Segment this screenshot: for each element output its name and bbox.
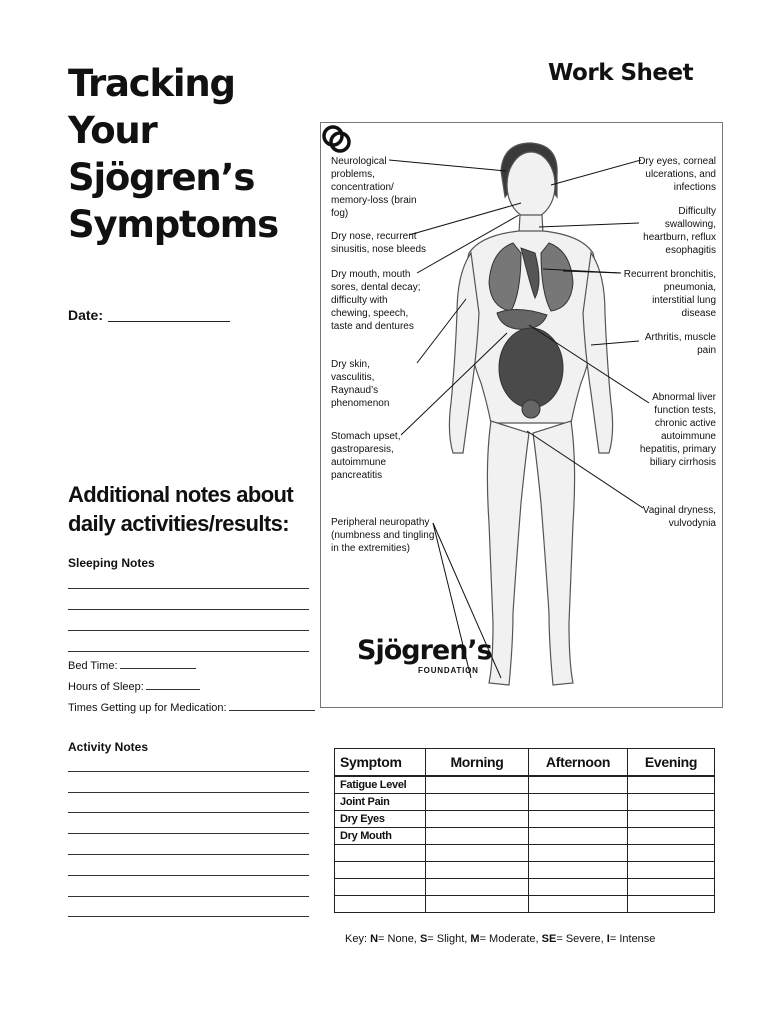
title-line-3: Sjögren’s (68, 156, 255, 199)
foundation-logo-icon (321, 123, 353, 155)
date-field[interactable] (108, 321, 230, 322)
column-header-afternoon: Afternoon (529, 749, 628, 777)
key-n: N (370, 933, 379, 945)
activity-notes-label: Activity Notes (68, 740, 149, 754)
activity-notes-line[interactable] (68, 916, 309, 917)
table-row (335, 862, 715, 879)
morning-rating-cell[interactable] (426, 811, 529, 828)
bed-time-field[interactable] (68, 660, 196, 672)
evening-rating-cell[interactable] (628, 811, 715, 828)
callout-neuropathy: Peripheral neuropathy (numbness and tingling in the extremities) (331, 517, 435, 554)
morning-rating-cell[interactable] (426, 828, 529, 845)
evening-rating-cell[interactable] (628, 776, 715, 794)
symptom-name-cell (335, 845, 426, 862)
afternoon-rating-cell[interactable] (529, 896, 628, 913)
callout-lung: Recurrent bronchitis, pneumonia, interstitial lung disease (623, 269, 716, 319)
afternoon-rating-cell[interactable] (529, 776, 628, 794)
morning-rating-cell[interactable] (426, 845, 529, 862)
evening-rating-cell[interactable] (628, 862, 715, 879)
times-up-underline[interactable] (229, 709, 315, 711)
hours-of-sleep-field[interactable] (68, 681, 200, 693)
key-m: M (470, 933, 480, 945)
key-s-text: = Slight, (427, 933, 468, 945)
callout-vaginal: Vaginal dryness, vulvodynia (642, 505, 716, 529)
activity-notes-line[interactable] (68, 792, 309, 793)
morning-rating-cell[interactable] (426, 879, 529, 896)
title-line-2: Your (68, 109, 157, 152)
column-header-evening: Evening (628, 749, 715, 777)
key-se: SE (541, 933, 557, 945)
morning-rating-cell[interactable] (426, 862, 529, 879)
key-se-text: = Severe, (556, 933, 604, 945)
logo-name: Sjögren’s (357, 635, 492, 666)
table-row (335, 896, 715, 913)
callout-eyes: Dry eyes, corneal ulcerations, and infections (638, 156, 716, 193)
evening-rating-cell[interactable] (628, 845, 715, 862)
activity-notes-line[interactable] (68, 771, 309, 772)
symptom-name-cell: Fatigue Level (335, 776, 426, 794)
key-s: S (419, 933, 428, 945)
date-label: Date: (68, 307, 104, 323)
afternoon-rating-cell[interactable] (529, 828, 628, 845)
callout-mouth: Dry mouth, mouth sores, dental decay; difficulty with chewing, speech, taste and dentures (331, 269, 421, 332)
symptom-name-cell (335, 879, 426, 896)
hours-of-sleep-underline[interactable] (146, 688, 200, 690)
evening-rating-cell[interactable] (628, 794, 715, 811)
times-up-label: Times Getting up for Medication: (68, 702, 227, 714)
bed-time-underline[interactable] (120, 667, 196, 669)
table-row (335, 794, 715, 811)
morning-rating-cell[interactable] (426, 896, 529, 913)
callout-liver: Abnormal liver function tests, chronic active autoimmune hepatitis, primary biliary cirrhosis (639, 392, 716, 468)
symptom-name-cell (335, 896, 426, 913)
symptom-name-cell: Joint Pain (335, 794, 426, 811)
activity-notes-line[interactable] (68, 854, 309, 855)
table-header-row (335, 749, 715, 777)
worksheet-label: Work Sheet (548, 60, 694, 86)
notes-heading-line-1: Additional notes about (68, 482, 294, 507)
key-i: I (606, 933, 610, 945)
table-row (335, 879, 715, 896)
callout-arthritis: Arthritis, muscle pain (644, 332, 716, 356)
afternoon-rating-cell[interactable] (529, 811, 628, 828)
notes-heading (68, 480, 293, 538)
afternoon-rating-cell[interactable] (529, 794, 628, 811)
morning-rating-cell[interactable] (426, 794, 529, 811)
callout-nose: Dry nose, recurrent sinusitis, nose bleeds (331, 231, 427, 255)
morning-rating-cell[interactable] (426, 776, 529, 794)
evening-rating-cell[interactable] (628, 879, 715, 896)
activity-notes-line[interactable] (68, 812, 309, 813)
activity-notes-line[interactable] (68, 896, 309, 897)
callout-swallowing: Difficulty swallowing, heartburn, reflux esophagitis (643, 206, 716, 256)
title-line-4: Symptoms (68, 203, 278, 246)
callout-skin: Dry skin, vasculitis, Raynaud’s phenomenon (331, 359, 390, 409)
afternoon-rating-cell[interactable] (529, 862, 628, 879)
activity-notes-line[interactable] (68, 833, 309, 834)
activity-notes-line[interactable] (68, 875, 309, 876)
afternoon-rating-cell[interactable] (529, 845, 628, 862)
logo-subtitle: FOUNDATION (418, 666, 479, 675)
symptom-name-cell: Dry Mouth (335, 828, 426, 845)
sleeping-notes-line[interactable] (68, 609, 309, 610)
key-m-text: = Moderate, (479, 933, 539, 945)
afternoon-rating-cell[interactable] (529, 879, 628, 896)
table-row (335, 828, 715, 845)
sleeping-notes-line[interactable] (68, 651, 309, 652)
callout-neurological: Neurological problems, concentration/ memory-loss (brain fog) (331, 156, 417, 219)
table-row (335, 811, 715, 828)
column-header-symptom: Symptom (335, 749, 426, 777)
key-prefix: Key: (345, 933, 368, 945)
page-title (68, 60, 308, 248)
symptom-table (334, 748, 715, 913)
key-i-text: = Intense (609, 933, 656, 945)
title-line-1: Tracking (68, 62, 235, 105)
notes-heading-line-2: daily activities/results: (68, 511, 289, 536)
sleeping-notes-line[interactable] (68, 588, 309, 589)
bed-time-label: Bed Time: (68, 660, 118, 672)
body-diagram (320, 122, 723, 708)
sleeping-notes-label: Sleeping Notes (68, 556, 155, 570)
column-header-morning: Morning (426, 749, 529, 777)
key-n-text: = None, (378, 933, 417, 945)
symptom-name-cell (335, 862, 426, 879)
symptom-name-cell: Dry Eyes (335, 811, 426, 828)
rating-key (345, 933, 655, 945)
sleeping-notes-line[interactable] (68, 630, 309, 631)
hours-of-sleep-label: Hours of Sleep: (68, 681, 144, 693)
times-up-field[interactable] (68, 702, 315, 714)
table-row (335, 845, 715, 862)
table-row (335, 776, 715, 794)
evening-rating-cell[interactable] (628, 896, 715, 913)
callout-stomach: Stomach upset, gastroparesis, autoimmune pancreatitis (331, 431, 401, 481)
evening-rating-cell[interactable] (628, 828, 715, 845)
